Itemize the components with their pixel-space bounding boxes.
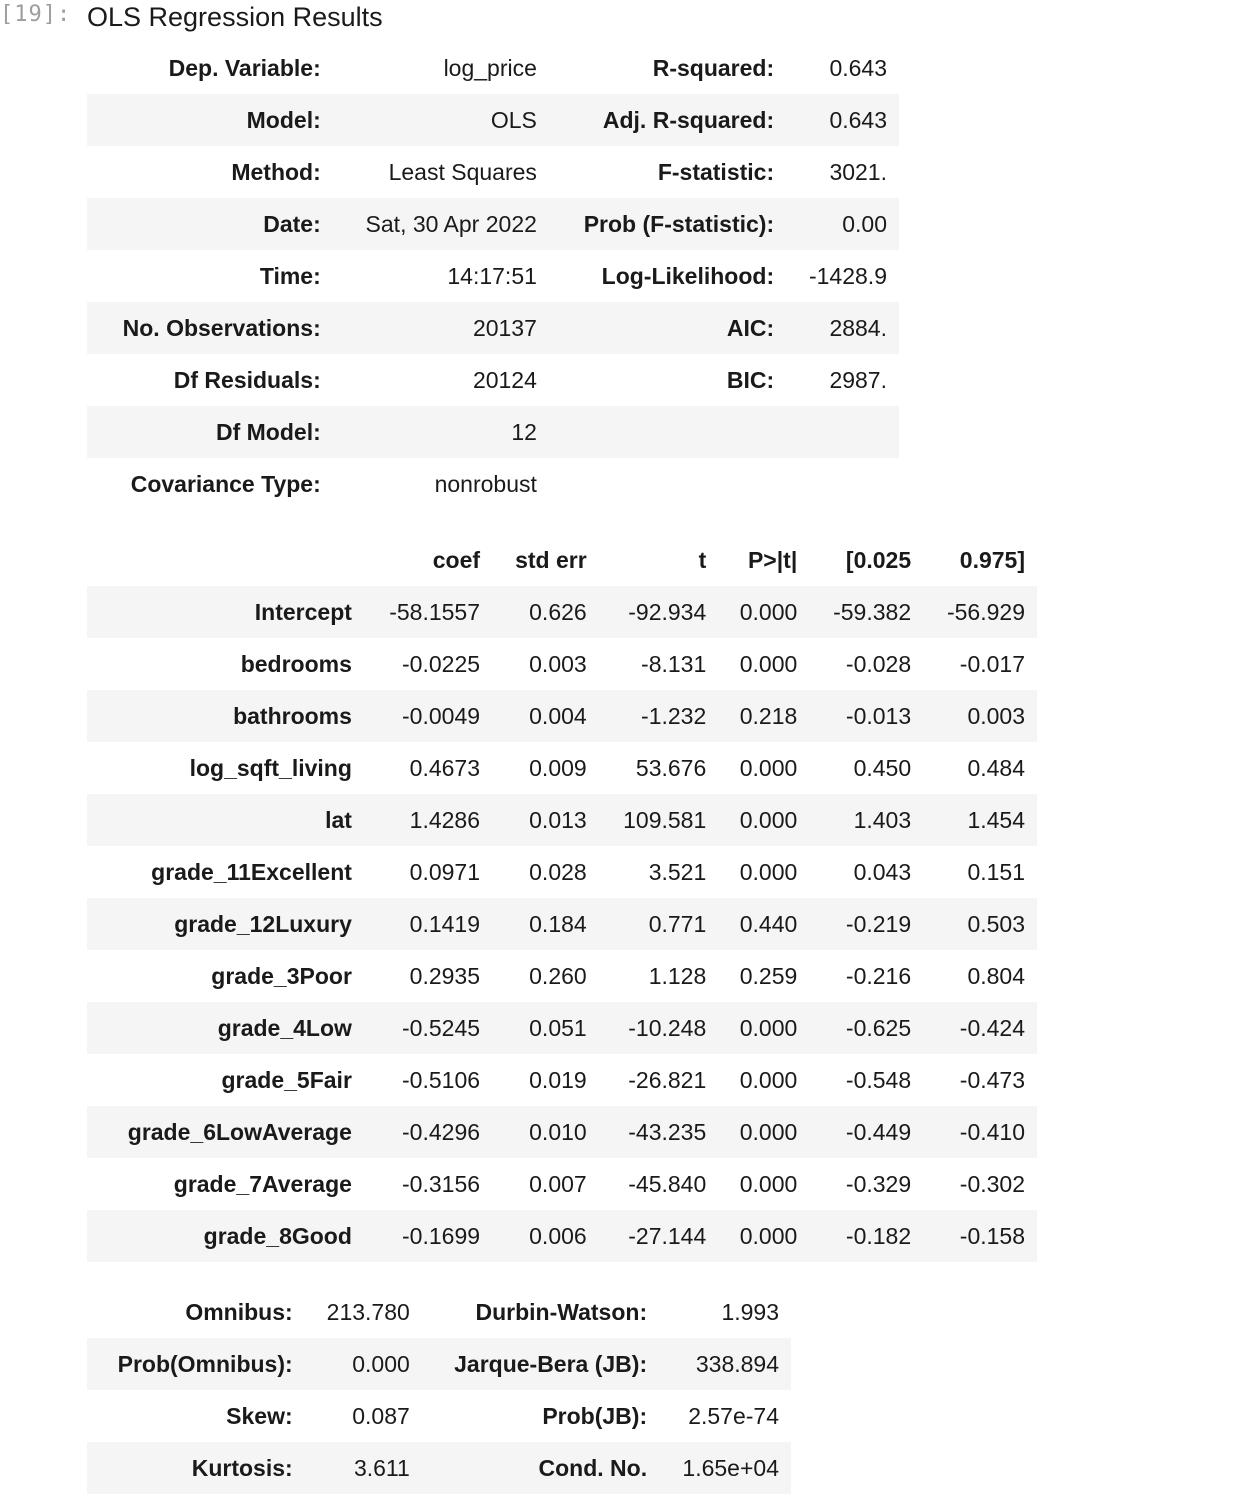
coef-value: 0.2935 xyxy=(409,962,481,989)
coef-value: 0.019 xyxy=(529,1066,587,1093)
coef-value: 1.128 xyxy=(648,962,707,989)
coef-value: 0.440 xyxy=(739,910,798,937)
coef-value: -0.302 xyxy=(959,1170,1025,1197)
coef-value: 0.0971 xyxy=(409,858,481,885)
stat-value: 0.643 xyxy=(829,106,887,133)
variable-name: grade_12Luxury xyxy=(174,910,352,937)
stat-value: 0.087 xyxy=(352,1402,410,1429)
stat-value: 1.993 xyxy=(721,1298,779,1325)
coef-value: 0.028 xyxy=(529,858,587,885)
stat-label: Adj. R-squared: xyxy=(602,106,775,133)
coef-value: -0.4296 xyxy=(402,1118,481,1145)
coef-value: -59.382 xyxy=(833,598,912,625)
column-header: P>|t| xyxy=(747,546,798,573)
coef-value: 0.259 xyxy=(739,962,798,989)
coef-value: 0.004 xyxy=(529,702,587,729)
coef-value: -0.013 xyxy=(845,702,912,729)
coef-value: 0.484 xyxy=(967,754,1025,781)
coefficients-table xyxy=(87,534,1037,1262)
stat-label: Log-Likelihood: xyxy=(601,262,775,289)
stat-value: 12 xyxy=(511,418,537,445)
stat-value: 14:17:51 xyxy=(447,262,537,289)
coef-value: -10.248 xyxy=(628,1014,707,1041)
table-row xyxy=(87,1158,1037,1210)
table-row xyxy=(87,1054,1037,1106)
diagnostics-row xyxy=(87,1286,791,1338)
coef-value: 0.626 xyxy=(529,598,587,625)
table-row xyxy=(87,1002,1037,1054)
stat-value: 2.57e-74 xyxy=(688,1402,779,1429)
stat-value: nonrobust xyxy=(434,470,537,497)
coef-value: 0.184 xyxy=(529,910,587,937)
diagnostics-row xyxy=(87,1338,791,1390)
coef-value: 53.676 xyxy=(635,754,707,781)
stat-label: Prob(JB): xyxy=(542,1402,648,1429)
coef-value: 0.003 xyxy=(529,650,587,677)
stat-value: 20137 xyxy=(472,314,537,341)
coef-value: -27.144 xyxy=(628,1222,707,1249)
coef-value: 0.051 xyxy=(529,1014,587,1041)
stat-value: 3021. xyxy=(829,158,887,185)
stat-label xyxy=(549,406,786,458)
variable-name: grade_7Average xyxy=(173,1170,352,1197)
variable-name: lat xyxy=(325,806,352,833)
coef-value: 0.771 xyxy=(648,910,707,937)
table-row xyxy=(87,586,1037,638)
variable-name: bathrooms xyxy=(233,702,352,729)
summary-row xyxy=(87,42,899,94)
coef-value: -0.473 xyxy=(959,1066,1025,1093)
variable-name: grade_8Good xyxy=(203,1222,352,1249)
coef-value: -92.934 xyxy=(628,598,707,625)
variable-name: grade_5Fair xyxy=(221,1066,352,1093)
table-row xyxy=(87,794,1037,846)
stat-value: 3.611 xyxy=(353,1454,410,1481)
coef-value: -0.449 xyxy=(845,1118,912,1145)
coef-value: -0.329 xyxy=(845,1170,912,1197)
stat-label: R-squared: xyxy=(652,54,775,81)
coef-value: 0.006 xyxy=(529,1222,587,1249)
stat-label: BIC: xyxy=(726,366,775,393)
stat-label: Jarque-Bera (JB): xyxy=(454,1350,648,1377)
stat-label: Prob (F-statistic): xyxy=(583,210,775,237)
table-row xyxy=(87,742,1037,794)
coef-value: 0.4673 xyxy=(409,754,481,781)
stat-label: Prob(Omnibus): xyxy=(117,1350,293,1377)
coef-value: 0.009 xyxy=(529,754,587,781)
column-header: 0.975] xyxy=(959,546,1025,573)
stat-label: Omnibus: xyxy=(185,1298,293,1325)
coef-value: -0.182 xyxy=(845,1222,912,1249)
stat-label: Method: xyxy=(231,158,321,185)
stat-label: Df Model: xyxy=(215,418,321,445)
variable-name: grade_3Poor xyxy=(211,962,352,989)
coef-value: -0.5106 xyxy=(402,1066,481,1093)
variable-name: Intercept xyxy=(254,598,352,625)
column-header: t xyxy=(698,546,707,573)
stat-value xyxy=(786,458,899,510)
stat-label: Time: xyxy=(259,262,321,289)
variable-name: log_sqft_living xyxy=(189,754,352,781)
summary-row xyxy=(87,458,899,510)
variable-name: bedrooms xyxy=(240,650,352,677)
summary-row xyxy=(87,406,899,458)
diagnostics-row xyxy=(87,1442,791,1494)
coef-value: -45.840 xyxy=(628,1170,707,1197)
coef-value: -43.235 xyxy=(628,1118,707,1145)
coef-value: 0.007 xyxy=(529,1170,587,1197)
coef-value: 0.260 xyxy=(529,962,587,989)
coef-value: -58.1557 xyxy=(389,598,481,625)
coef-value: -26.821 xyxy=(628,1066,707,1093)
coef-value: 0.000 xyxy=(739,754,798,781)
coef-value: -8.131 xyxy=(641,650,707,677)
stat-value: Sat, 30 Apr 2022 xyxy=(365,210,537,237)
stat-value: 2884. xyxy=(829,314,887,341)
coef-value: 3.521 xyxy=(648,858,707,885)
stat-value: OLS xyxy=(490,106,537,133)
coef-value: 0.013 xyxy=(529,806,587,833)
stat-label: Dep. Variable: xyxy=(168,54,321,81)
table-row xyxy=(87,690,1037,742)
column-header: coef xyxy=(432,546,481,573)
coef-value: 109.581 xyxy=(623,806,707,833)
coef-value: 0.000 xyxy=(739,1066,798,1093)
coef-value: 0.000 xyxy=(739,650,798,677)
coef-value: -0.219 xyxy=(845,910,912,937)
stat-label: Covariance Type: xyxy=(130,470,321,497)
coef-value: 1.403 xyxy=(853,806,912,833)
coef-value: 0.043 xyxy=(853,858,912,885)
diagnostics-table xyxy=(87,1286,791,1494)
table-caption: OLS Regression Results xyxy=(87,2,383,32)
stat-label: Skew: xyxy=(226,1402,293,1429)
stat-label: Cond. No. xyxy=(538,1454,648,1481)
coef-value: 0.450 xyxy=(853,754,912,781)
stat-label xyxy=(549,458,786,510)
column-header: [0.025 xyxy=(845,546,912,573)
stat-label: F-statistic: xyxy=(657,158,775,185)
table-row xyxy=(87,1210,1037,1262)
coef-header-row xyxy=(87,534,1037,586)
coef-value: -0.410 xyxy=(959,1118,1025,1145)
coef-value: 0.000 xyxy=(739,598,798,625)
coef-value: 0.000 xyxy=(739,806,798,833)
coef-value: 0.000 xyxy=(739,858,798,885)
coef-value: 0.000 xyxy=(739,1222,798,1249)
coef-value: -0.0225 xyxy=(402,650,481,677)
variable-name: grade_11Excellent xyxy=(151,858,352,885)
stat-value: -1428.9 xyxy=(808,262,887,289)
coef-value: -0.548 xyxy=(845,1066,912,1093)
stat-label: Model: xyxy=(246,106,321,133)
coef-value: 0.000 xyxy=(739,1118,798,1145)
stat-value: 1.65e+04 xyxy=(682,1454,779,1481)
coef-value: -1.232 xyxy=(641,702,707,729)
summary-row xyxy=(87,198,899,250)
variable-name: grade_6LowAverage xyxy=(127,1118,352,1145)
stat-value: log_price xyxy=(443,54,537,81)
variable-name: grade_4Low xyxy=(217,1014,352,1041)
coef-value: 1.454 xyxy=(967,806,1025,833)
stat-label: Durbin-Watson: xyxy=(475,1298,648,1325)
coef-value: -0.424 xyxy=(959,1014,1025,1041)
stat-label: Df Residuals: xyxy=(173,366,321,393)
table-row xyxy=(87,638,1037,690)
stat-value: 2987. xyxy=(829,366,887,393)
table-row xyxy=(87,1106,1037,1158)
diagnostics-row xyxy=(87,1390,791,1442)
table-row xyxy=(87,950,1037,1002)
coef-value: 0.003 xyxy=(967,702,1025,729)
coef-value: -0.625 xyxy=(845,1014,912,1041)
stat-value: 0.000 xyxy=(352,1350,410,1377)
summary-row xyxy=(87,94,899,146)
coef-value: -0.5245 xyxy=(402,1014,481,1041)
coef-value: 0.000 xyxy=(739,1170,798,1197)
table-row xyxy=(87,846,1037,898)
cell-execution-count: [19]: xyxy=(0,2,72,27)
summary-row xyxy=(87,354,899,406)
coef-value: -0.216 xyxy=(845,962,912,989)
stat-value: 213.780 xyxy=(326,1298,410,1325)
coef-value: 0.804 xyxy=(967,962,1025,989)
coef-value: -0.0049 xyxy=(402,702,481,729)
coef-value: -0.3156 xyxy=(402,1170,481,1197)
column-header: std err xyxy=(515,546,587,573)
stat-label: Kurtosis: xyxy=(191,1454,293,1481)
stat-label: No. Observations: xyxy=(122,314,321,341)
coef-value: -0.017 xyxy=(959,650,1025,677)
stat-value xyxy=(786,406,899,458)
coef-value: -0.028 xyxy=(845,650,912,677)
coef-value: -56.929 xyxy=(946,598,1025,625)
coef-value: 1.4286 xyxy=(409,806,481,833)
column-header xyxy=(87,534,364,586)
stat-value: 0.00 xyxy=(842,210,887,237)
stat-value: 0.643 xyxy=(829,54,887,81)
stat-label: AIC: xyxy=(726,314,775,341)
stat-value: 20124 xyxy=(472,366,537,393)
stat-value: 338.894 xyxy=(695,1350,779,1377)
coef-value: 0.218 xyxy=(739,702,798,729)
coef-value: 0.503 xyxy=(967,910,1025,937)
model-summary-table xyxy=(87,42,899,510)
coef-value: 0.1419 xyxy=(409,910,481,937)
stat-label: Date: xyxy=(263,210,321,237)
coef-value: 0.151 xyxy=(967,858,1025,885)
stat-value: Least Squares xyxy=(388,158,537,185)
coef-value: 0.000 xyxy=(739,1014,798,1041)
summary-row xyxy=(87,146,899,198)
coef-value: -0.158 xyxy=(959,1222,1025,1249)
coef-value: -0.1699 xyxy=(402,1222,481,1249)
summary-row xyxy=(87,250,899,302)
summary-row xyxy=(87,302,899,354)
coef-value: 0.010 xyxy=(529,1118,587,1145)
table-row xyxy=(87,898,1037,950)
